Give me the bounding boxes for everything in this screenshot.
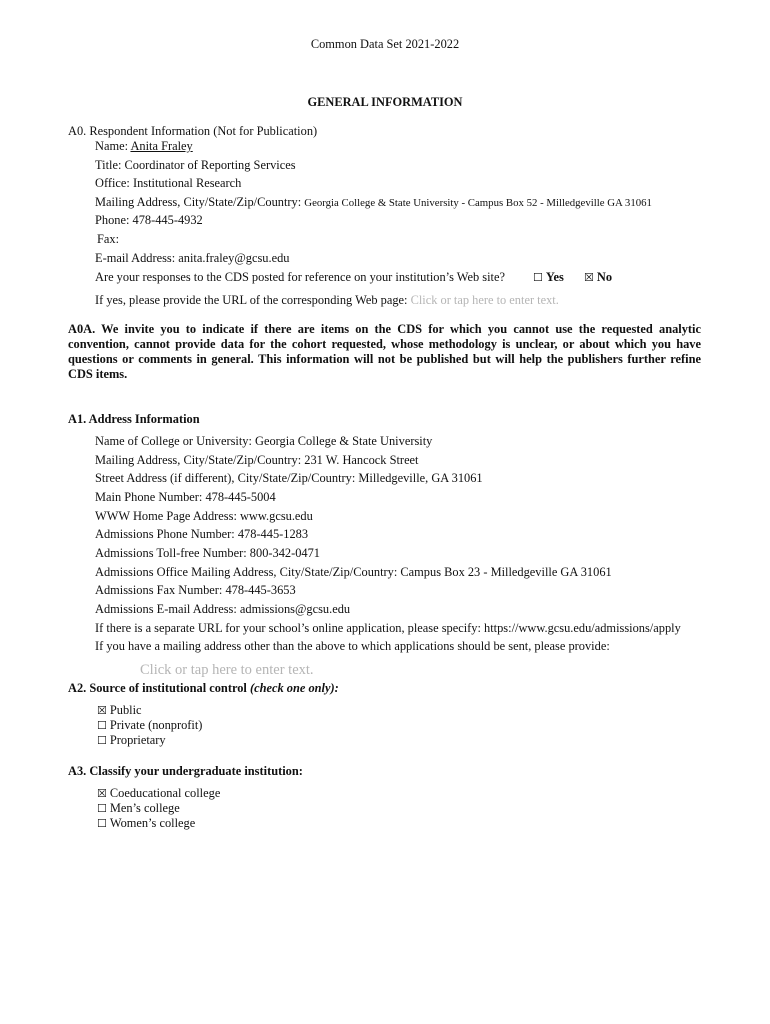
respondent-office: Office: Institutional Research: [95, 176, 242, 190]
a2-option-label: Private (nonprofit): [109, 718, 203, 732]
url-label: If yes, please provide the URL of the corresponding Web page:: [95, 293, 411, 307]
a2-option-public[interactable]: [97, 703, 142, 718]
a1-line: Admissions Office Mailing Address, City/State/Zip/Country: Campus Box 23 - Milledgeville GA 31061: [95, 565, 612, 579]
a3-checkbox[interactable]: ☒: [97, 787, 107, 800]
respondent-name: [95, 139, 193, 154]
a3-option-label: Coeducational college: [109, 786, 221, 800]
a1-line: If there is a separate URL for your school’s online application, please specify: https://www.gcsu.edu/admissions/apply: [95, 621, 681, 635]
respondent-mailing: [95, 195, 652, 211]
no-checkbox[interactable]: ☒: [584, 271, 594, 284]
mailing-value[interactable]: Georgia College & State University - Campus Box 52 - Milledgeville GA 31061: [304, 197, 652, 209]
a3-checkbox[interactable]: ☐: [97, 817, 107, 830]
a3-option-coed[interactable]: [97, 786, 220, 801]
respondent-fax: Fax:: [97, 232, 120, 246]
a3-checkbox[interactable]: ☐: [97, 802, 107, 815]
a2-heading: [68, 681, 339, 696]
name-label: Name:: [95, 139, 131, 153]
page-header-title: Common Data Set 2021-2022: [310, 37, 460, 51]
a1-line: If you have a mailing address other than the above to which applications should be sent, please provide:: [95, 639, 610, 653]
posted-question: Are your responses to the CDS posted for reference on your institution’s Web site?: [95, 270, 505, 284]
respondent-phone: Phone: 478-445-4932: [95, 213, 203, 227]
a1-line: Admissions Fax Number: 478-445-3653: [95, 583, 296, 597]
a3-option-label: Men’s college: [109, 801, 180, 815]
url-line: [95, 293, 559, 308]
a2-heading-note: (check one only):: [249, 681, 339, 695]
yes-option[interactable]: [533, 270, 564, 285]
a1-line: Street Address (if different), City/State/Zip/Country: Milledgeville, GA 31061: [95, 471, 483, 485]
yes-checkbox[interactable]: ☐: [533, 271, 543, 284]
a3-option-womens[interactable]: [97, 816, 195, 831]
a2-checkbox[interactable]: ☐: [97, 719, 107, 732]
section-title: GENERAL INFORMATION: [307, 95, 463, 109]
a2-option-proprietary[interactable]: [97, 733, 166, 748]
a3-option-mens[interactable]: [97, 801, 180, 816]
a1-line: WWW Home Page Address: www.gcsu.edu: [95, 509, 313, 523]
a1-line: Mailing Address, City/State/Zip/Country: 231 W. Hancock Street: [95, 453, 419, 467]
a1-line: Main Phone Number: 478-445-5004: [95, 490, 276, 504]
a1-line: Name of College or University: Georgia College & State University: [95, 434, 433, 448]
respondent-title: Title: Coordinator of Reporting Services: [95, 158, 296, 172]
a3-option-label: Women’s college: [109, 816, 196, 830]
a0a-paragraph: A0A. We invite you to indicate if there are items on the CDS for which you cannot use the requested analytic convention, cannot provide data for the cohort requested, whose methodology is unclear, or about which you have questions or comments in general. This information will not be published but will help the publishers further refine CDS items.: [68, 322, 701, 381]
no-option[interactable]: [584, 270, 612, 285]
a1-heading: A1. Address Information: [68, 412, 200, 426]
respondent-email: E-mail Address: anita.fraley@gcsu.edu: [95, 251, 290, 265]
mailing-label: Mailing Address, City/State/Zip/Country:: [95, 195, 305, 209]
a1-line: Admissions E-mail Address: admissions@gcsu.edu: [95, 602, 351, 616]
alt-mailing-input[interactable]: Click or tap here to enter text.: [140, 662, 314, 678]
no-label: No: [596, 270, 613, 284]
name-value[interactable]: Anita Fraley: [130, 139, 193, 153]
a2-option-label: Proprietary: [109, 733, 166, 747]
a2-checkbox[interactable]: ☒: [97, 704, 107, 717]
a2-option-private[interactable]: [97, 718, 202, 733]
url-input[interactable]: Click or tap here to enter text.: [410, 293, 559, 307]
a2-option-label: Public: [109, 703, 142, 717]
a1-line: Admissions Toll-free Number: 800-342-0471: [95, 546, 321, 560]
a1-line: Admissions Phone Number: 478-445-1283: [95, 527, 309, 541]
yes-label: Yes: [545, 270, 564, 284]
a2-checkbox[interactable]: ☐: [97, 734, 107, 747]
a3-heading: A3. Classify your undergraduate institution:: [68, 764, 303, 778]
a2-heading-text: A2. Source of institutional control: [68, 681, 250, 695]
a0-heading: A0. Respondent Information (Not for Publication): [68, 124, 318, 138]
